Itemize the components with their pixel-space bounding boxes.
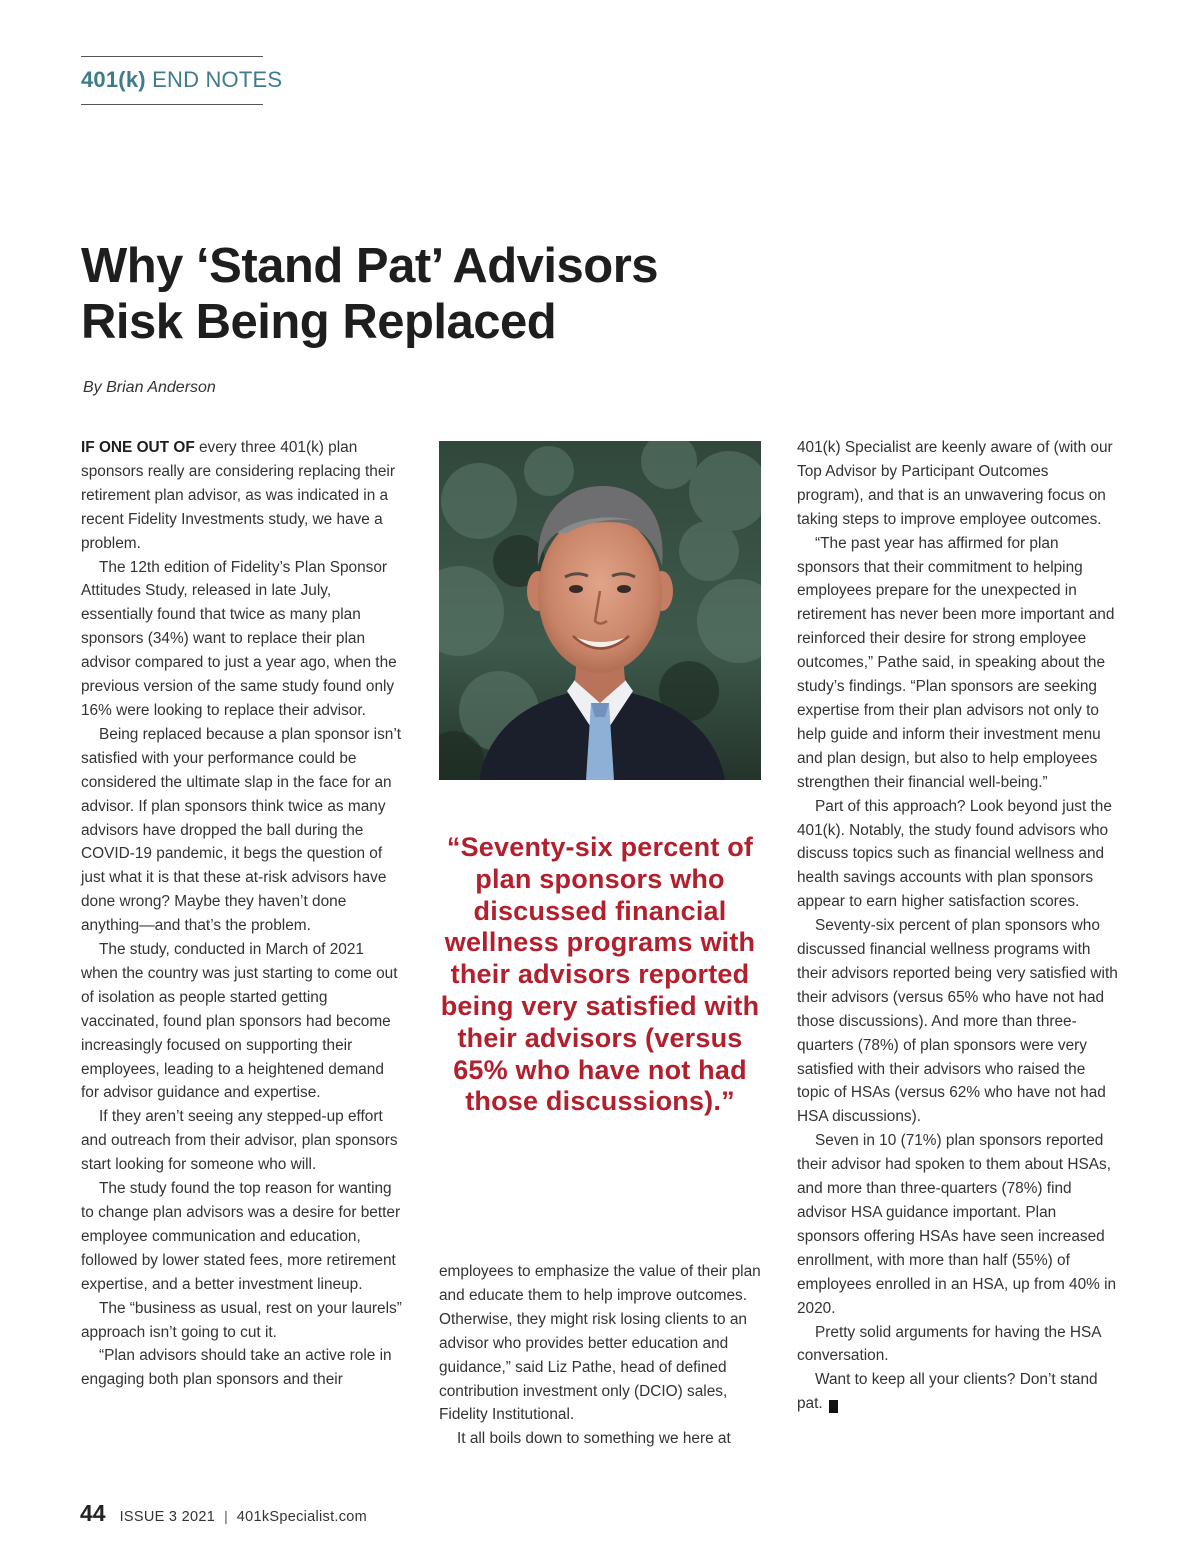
page-footer xyxy=(80,1500,367,1527)
article-headline xyxy=(81,238,781,350)
footer-separator: | xyxy=(224,1508,228,1524)
paragraph: It all boils down to something we here at xyxy=(457,1430,731,1448)
paragraph: The 12th edition of Fidelity’s Plan Sponsor Attitudes Study, released in late July, essentially found that twice as many plan sponsors (34%) want to replace their plan advisor compared to just a year ago, when the previous version of the same study found only 16% were looking to replace their advisor. xyxy=(81,558,397,719)
paragraph: Pretty solid arguments for having the HSA conversation. xyxy=(797,1323,1101,1365)
paragraph: Part of this approach? Look beyond just the 401(k). Notably, the study found advisors who discuss topics such as financial wellness and health savings accounts with plan sponsors appear to earn higher satisfaction scores. xyxy=(797,797,1112,911)
paragraph: The study found the top reason for wanting to change plan advisors was a desire for better employee communication and education, followed by lower stated fees, more retirement expertise, and a better investment lineup. xyxy=(81,1180,401,1293)
article-column-1 xyxy=(81,436,403,1392)
paragraph: employees to emphasize the value of their plan and educate them to help improve outcomes. Otherwise, they might risk losing clients to an advisor who provides better education and guidance,” said Liz Pathe, head of defined contribution investment only (DCIO) sales, Fidelity Institutional. xyxy=(439,1263,761,1424)
headline-line-1: Why ‘Stand Pat’ Advisors xyxy=(81,239,659,293)
end-mark-icon: K xyxy=(829,1400,838,1413)
paragraph: “The past year has affirmed for plan sponsors that their commitment to helping employees prepare for the unexpected in retirement has never been more important and reinforced their desire for strong employee outcomes,” Pathe said, in speaking about the study’s findings. “Plan sponsors are seeking expertise from their plan advisors not only to help guide and inform their investment menu and plan design, but also to help employees strengthen their financial well-being.” xyxy=(797,534,1115,791)
site-link[interactable]: 401kSpecialist.com xyxy=(236,1509,368,1525)
section-label-rest: END NOTES xyxy=(145,67,283,92)
header-rule-top xyxy=(81,56,263,57)
paragraph-text: every three 401(k) plan sponsors really are considering replacing their retirement plan advisor, as was indicated in a recent Fidelity Investments study, we have a problem. xyxy=(81,439,395,552)
paragraph: Being replaced because a plan sponsor isn’t satisfied with your performance could be considered the ultimate slap in the face for an advisor. If plan sponsors think twice as many advisors have dropped the ball during the COVID-19 pandemic, it begs the question of just what it is that these at-risk advisors have done wrong? Maybe they haven’t done anything—and that’s the problem. xyxy=(81,725,402,935)
paragraph: The study, conducted in March of 2021 when the country was just starting to come out of isolation as people started getting vaccinated, found plan sponsors had become increasingly focused on supporting their employees, leading to a heightened demand for advisor guidance and expertise. xyxy=(81,941,398,1102)
page-number: 44 xyxy=(80,1500,106,1526)
article-column-2 xyxy=(439,1260,761,1451)
header-rule-bottom xyxy=(81,104,263,105)
paragraph: Seven in 10 (71%) plan sponsors reported their advisor had spoken to them about HSAs, and more than three-quarters (78%) find advisor HSA guidance important. Plan sponsors offering HSAs have seen increased enrollment, with more than half (55%) of employees enrolled in an HSA, up from 40% in 2020. xyxy=(797,1132,1117,1317)
author-photo xyxy=(439,441,761,780)
paragraph xyxy=(797,1368,1119,1416)
paragraph: 401(k) Specialist are keenly aware of (with our Top Advisor by Participant Outcomes program), and that is an unwavering focus on taking steps to improve employee outcomes. xyxy=(797,439,1113,528)
headline-line-2: Risk Being Replaced xyxy=(81,295,557,349)
paragraph xyxy=(81,436,403,556)
issue-label: ISSUE 3 2021 xyxy=(119,1509,216,1525)
paragraph: “Plan advisors should take an active role in engaging both plan sponsors and their xyxy=(81,1347,392,1389)
section-label-bold: 401(k) xyxy=(81,67,146,92)
pull-quote: “Seventy-six percent of plan sponsors who discussed financial wellness programs with their advisors reported being very satisfied with their advisors (versus 65% who have not had those discussions).” xyxy=(440,832,760,1117)
paragraph: The “business as usual, rest on your laurels” approach isn’t going to cut it. xyxy=(81,1299,402,1341)
closing-text: Want to keep all your clients? Don’t stand pat. xyxy=(797,1371,1098,1413)
paragraph: Seventy-six percent of plan sponsors who discussed financial wellness programs with their advisors reported being very satisfied with their advisors (versus 65% who have not had those discussions). And more than three-quarters (78%) of plan sponsors were very satisfied with their advisors who raised the topic of HSAs (versus 62% who have not had HSA discussions). xyxy=(797,917,1118,1126)
article-column-3 xyxy=(797,436,1119,1416)
lead-in: IF ONE OUT OF xyxy=(81,439,195,456)
paragraph: If they aren’t seeing any stepped-up effort and outreach from their advisor, plan sponsors start looking for someone who will. xyxy=(81,1108,398,1174)
byline: By Brian Anderson xyxy=(83,379,216,396)
section-label xyxy=(81,67,282,93)
